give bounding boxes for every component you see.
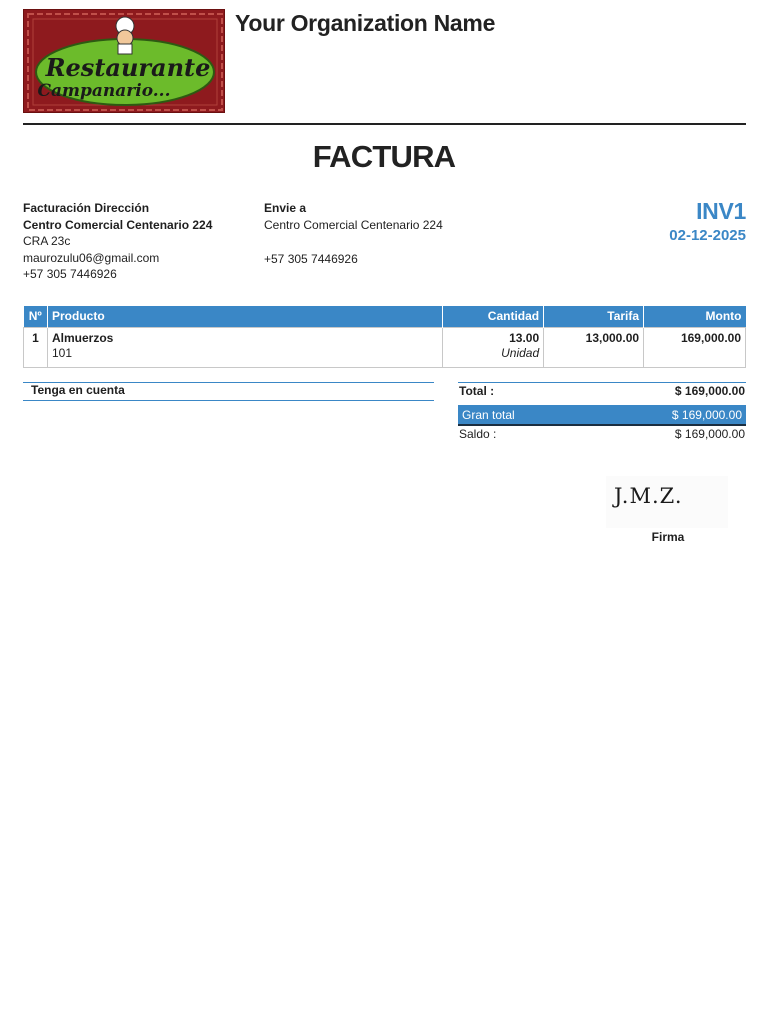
shipping-address	[264, 200, 504, 268]
document-title: FACTURA	[312, 139, 456, 174]
notes-section	[23, 382, 434, 401]
restaurant-logo	[23, 9, 225, 113]
grand-total-label: Gran total	[462, 408, 515, 422]
col-header-qty: Cantidad	[443, 306, 544, 327]
totals-section	[458, 382, 746, 444]
billing-line1: Centro Comercial Centenario 224	[23, 217, 213, 232]
row-product: Almuerzos	[51, 330, 114, 345]
items-table	[23, 306, 746, 368]
row-amount: 169,000.00	[644, 327, 746, 367]
grand-total-row	[458, 405, 746, 426]
total-row	[458, 382, 746, 402]
row-product-code: 101	[51, 345, 73, 360]
billing-email: maurozulu06@gmail.com	[23, 250, 160, 265]
row-qty: 13.00	[509, 330, 540, 345]
table-row	[24, 327, 746, 367]
billing-heading: Facturación Dirección	[23, 201, 150, 215]
row-rate: 13,000.00	[544, 327, 644, 367]
balance-label: Saldo :	[459, 427, 497, 441]
shipping-heading: Envie a	[264, 201, 307, 215]
logo-graphic	[24, 10, 225, 113]
header-divider	[23, 123, 746, 125]
balance-row	[458, 426, 746, 444]
organization-name: Your Organization Name	[235, 10, 496, 36]
row-unit: Unidad	[501, 345, 540, 360]
logo-line1: Restaurante	[45, 53, 211, 82]
col-header-rate: Tarifa	[544, 306, 644, 327]
signature-image	[606, 476, 728, 528]
col-header-amount: Monto	[644, 306, 746, 327]
logo-line2: Campanario...	[37, 81, 171, 101]
invoice-meta	[669, 198, 746, 244]
row-qty-cell	[443, 327, 544, 367]
row-number: 1	[24, 327, 48, 367]
total-value: $ 169,000.00	[674, 384, 745, 398]
signature-label: Firma	[651, 530, 685, 544]
row-product-cell	[47, 327, 442, 367]
notes-label: Tenga en cuenta	[31, 383, 125, 397]
invoice-header	[23, 9, 746, 125]
table-header-row	[24, 306, 746, 327]
shipping-line1: Centro Comercial Centenario 224	[264, 217, 443, 232]
signature-text: J.M.Z.	[614, 484, 683, 508]
billing-address	[23, 200, 253, 283]
invoice-number: INV1	[696, 198, 746, 224]
col-header-no: Nº	[24, 306, 48, 327]
grand-total-value: $ 169,000.00	[671, 408, 742, 422]
balance-value: $ 169,000.00	[674, 427, 745, 441]
billing-phone: +57 305 7446926	[23, 267, 117, 281]
invoice-date: 02-12-2025	[669, 227, 746, 244]
shipping-phone: +57 305 7446926	[264, 252, 358, 266]
chef-icon	[116, 17, 134, 54]
billing-line2: CRA 23c	[23, 234, 71, 248]
total-label: Total :	[459, 384, 495, 398]
shipping-spacer	[264, 233, 504, 251]
col-header-product: Producto	[47, 306, 442, 327]
